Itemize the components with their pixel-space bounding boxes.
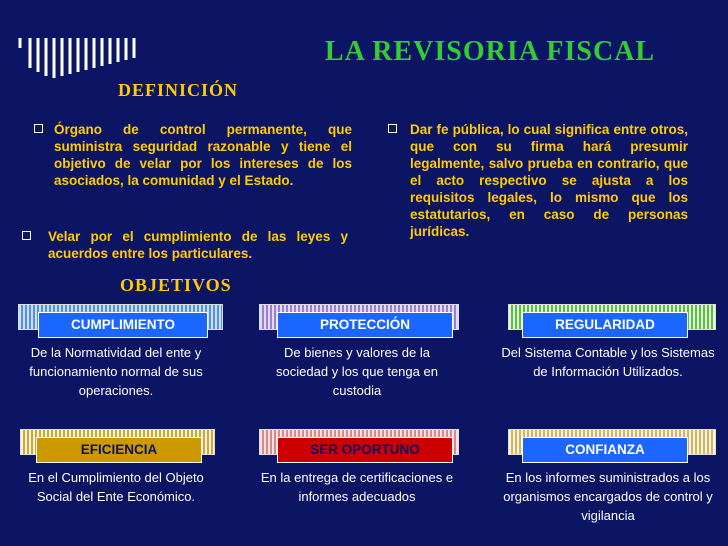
bullet-text: Velar por el cumplimiento de las leyes y acuerdos entre los particulares. bbox=[48, 229, 348, 261]
card-proteccion bbox=[255, 300, 471, 400]
bullet-square-icon bbox=[388, 124, 397, 133]
card-confianza bbox=[500, 425, 716, 525]
page-title: LA REVISORIA FISCAL bbox=[324, 36, 656, 67]
card-description: En el Cumplimiento del Objeto Social del Ente Económico. bbox=[28, 470, 204, 504]
card-header-label: EFICIENCIA bbox=[36, 437, 202, 463]
card-description: De bienes y valores de la sociedad y los que tenga en custodia bbox=[276, 345, 438, 398]
card-description: En la entrega de certificaciones e informes adecuados bbox=[260, 470, 454, 504]
card-description: Del Sistema Contable y los Sistemas de Información Utilizados. bbox=[501, 345, 715, 379]
card-description: En los informes suministrados a los organismos encargados de control y vigilancia bbox=[503, 470, 713, 523]
bullet-text: Órgano de control permanente, que suministra seguridad razonable y tiene el objetivo de velar por los intereses de los asociados, la comunidad y el Estado. bbox=[54, 122, 352, 188]
card-regularidad bbox=[500, 300, 716, 400]
card-eficiencia bbox=[18, 425, 234, 525]
card-ser-oportuno bbox=[255, 425, 471, 525]
definicion-heading: DEFINICIÓN bbox=[118, 80, 239, 100]
bullet-square-icon bbox=[22, 231, 31, 240]
card-description: De la Normatividad del ente y funcionamiento normal de sus operaciones. bbox=[29, 345, 203, 398]
card-header-label: SER OPORTUNO bbox=[277, 437, 453, 463]
bullet-item-1 bbox=[34, 121, 352, 189]
objetivos-heading: OBJETIVOS bbox=[120, 275, 232, 295]
card-header-label: PROTECCIÓN bbox=[277, 312, 453, 338]
card-cumplimiento bbox=[8, 300, 224, 400]
bullet-item-2 bbox=[22, 228, 348, 262]
bullet-item-3 bbox=[388, 121, 688, 240]
card-header-label: REGULARIDAD bbox=[522, 312, 688, 338]
card-header-label: CUMPLIMIENTO bbox=[38, 312, 208, 338]
bullet-square-icon bbox=[34, 124, 43, 133]
bullet-text: Dar fe pública, lo cual significa entre otros, que con su firma hará presumir legalmente, salvo prueba en contrario, que el acto respectivo se ajusta a los requisitos legales, lo mismo que los estatutarios, en caso de personas jurídicas. bbox=[410, 122, 688, 239]
card-header-label: CONFIANZA bbox=[522, 437, 688, 463]
